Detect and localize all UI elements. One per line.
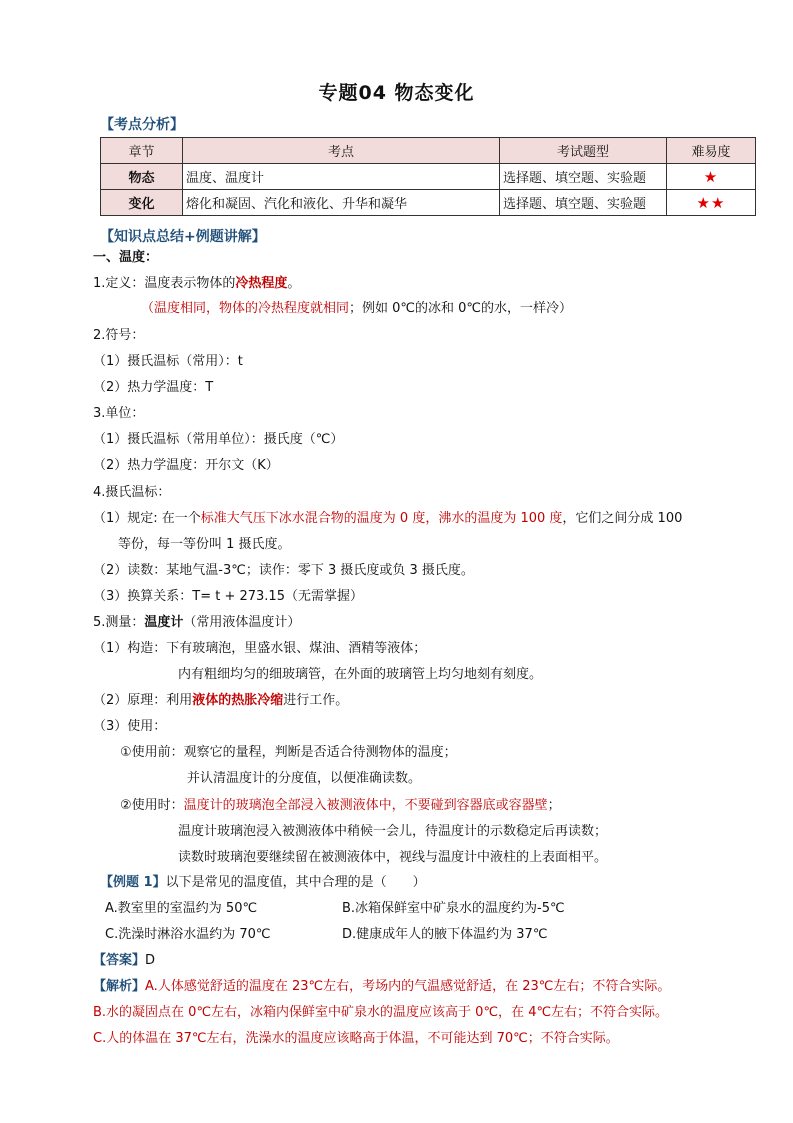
option-c: C.洗澡时淋浴水温约为 70℃ <box>105 927 271 942</box>
answer-tag: 【答案】 <box>93 953 146 968</box>
definition-note: （温度相同，物体的冷热程度就相同；例如 0℃的冰和 0℃的水，一样冷） <box>141 301 573 316</box>
celsius-rule-cont: 等份，每一等份叫 1 摄氏度。 <box>118 537 291 552</box>
header-difficulty: 难易度 <box>667 138 756 164</box>
chapter-cell-top: 物态 <box>101 164 183 190</box>
table-row <box>101 190 756 216</box>
table-row <box>101 164 756 190</box>
unit-item: （1）摄氏温标（常用单位）：摄氏度（℃） <box>93 432 344 447</box>
analysis-tag: 【解析】 <box>93 979 146 994</box>
celsius-conversion: （3）换算关系：T= t + 273.15（无需掌握） <box>93 589 363 604</box>
usage-during-cont: 读数时玻璃泡要继续留在被测液体中，视线与温度计中液柱的上表面相平。 <box>178 850 608 865</box>
answer-line: 【答案】D <box>93 953 156 968</box>
definition-line: 1.定义：温度表示物体的冷热程度。 <box>93 276 301 291</box>
analysis-line: 【解析】A.人体感觉舒适的温度在 23℃左右，考场内的气温感觉舒适，在 23℃左右；不符合实际。 <box>93 979 671 994</box>
type-cell: 选择题、填空题、实验题 <box>500 164 667 190</box>
example-tag: 【例题 1】 <box>100 875 166 890</box>
table-header-row <box>101 138 756 164</box>
analysis-line: B.水的凝固点在 0℃左右，冰箱内保鲜室中矿泉水的温度应该高于 0℃，在 4℃左右；不符合实际。 <box>93 1005 669 1020</box>
symbol-item: （2）热力学温度：T <box>93 380 214 395</box>
section-exam-analysis: 【考点分析】 <box>100 117 184 133</box>
celsius-heading: 4.摄氏温标： <box>93 485 171 500</box>
analysis-line: C.人的体温在 37℃左右，洗澡水的温度应该略高于体温，不可能达到 70℃；不符合实际。 <box>93 1031 619 1046</box>
celsius-rule: （1）规定: 在一个标准大气压下冰水混合物的温度为 0 度，沸水的温度为 100 度，它们之间分成 100 <box>93 511 683 526</box>
usage-during-cont: 温度计玻璃泡浸入被测液体中稍候一会儿，待温度计的示数稳定后再读数； <box>178 824 608 839</box>
usage-during: ②使用时：温度计的玻璃泡全部浸入被测液体中，不要碰到容器底或容器壁； <box>120 798 561 813</box>
symbol-item: （1）摄氏温标（常用）：t <box>93 354 243 369</box>
usage-heading: （3）使用： <box>93 719 167 734</box>
point-cell: 熔化和凝固、汽化和液化、升华和凝华 <box>183 190 500 216</box>
option-a: A.教室里的室温约为 50℃ <box>105 901 258 916</box>
heading-temperature: 一、温度： <box>93 250 159 265</box>
symbol-heading: 2.符号： <box>93 328 145 343</box>
structure-line: （1）构造：下有玻璃泡，里盛水银、煤油、酒精等液体； <box>93 641 427 656</box>
header-point: 考点 <box>183 138 500 164</box>
section-knowledge: 【知识点总结+例题讲解】 <box>100 229 266 245</box>
header-type: 考试题型 <box>500 138 667 164</box>
type-cell: 选择题、填空题、实验题 <box>500 190 667 216</box>
unit-heading: 3.单位： <box>93 406 145 421</box>
exam-points-table <box>100 137 756 216</box>
unit-item: （2）热力学温度：开尔文（K） <box>93 458 279 473</box>
point-cell: 温度、温度计 <box>183 164 500 190</box>
measurement-heading: 5.测量：温度计（常用液体温度计） <box>93 615 301 630</box>
structure-line-cont: 内有粗细均匀的细玻璃管，在外面的玻璃管上均匀地刻有刻度。 <box>178 667 543 682</box>
chapter-cell-bottom: 变化 <box>101 190 183 216</box>
header-chapter: 章节 <box>101 138 183 164</box>
usage-before: ①使用前：观察它的量程，判断是否适合待测物体的温度； <box>120 745 457 760</box>
difficulty-stars: ★ <box>667 164 756 190</box>
option-d: D.健康成年人的腋下体温约为 37℃ <box>342 927 548 942</box>
example-question: 【例题 1】以下是常见的温度值，其中合理的是（ ） <box>100 875 426 890</box>
key-term: 冷热程度 <box>235 276 288 291</box>
page-title: 专题04 物态变化 <box>318 82 475 104</box>
option-b: B.冰箱保鲜室中矿泉水的温度约为-5℃ <box>342 901 565 916</box>
usage-before-cont: 并认清温度计的分度值，以便准确读数。 <box>187 771 422 786</box>
principle-line: （2）原理：利用液体的热胀冷缩进行工作。 <box>93 693 349 708</box>
difficulty-stars: ★★ <box>667 190 756 216</box>
celsius-reading: （2）读数：某地气温-3℃；读作：零下 3 摄氏度或负 3 摄氏度。 <box>93 563 474 578</box>
